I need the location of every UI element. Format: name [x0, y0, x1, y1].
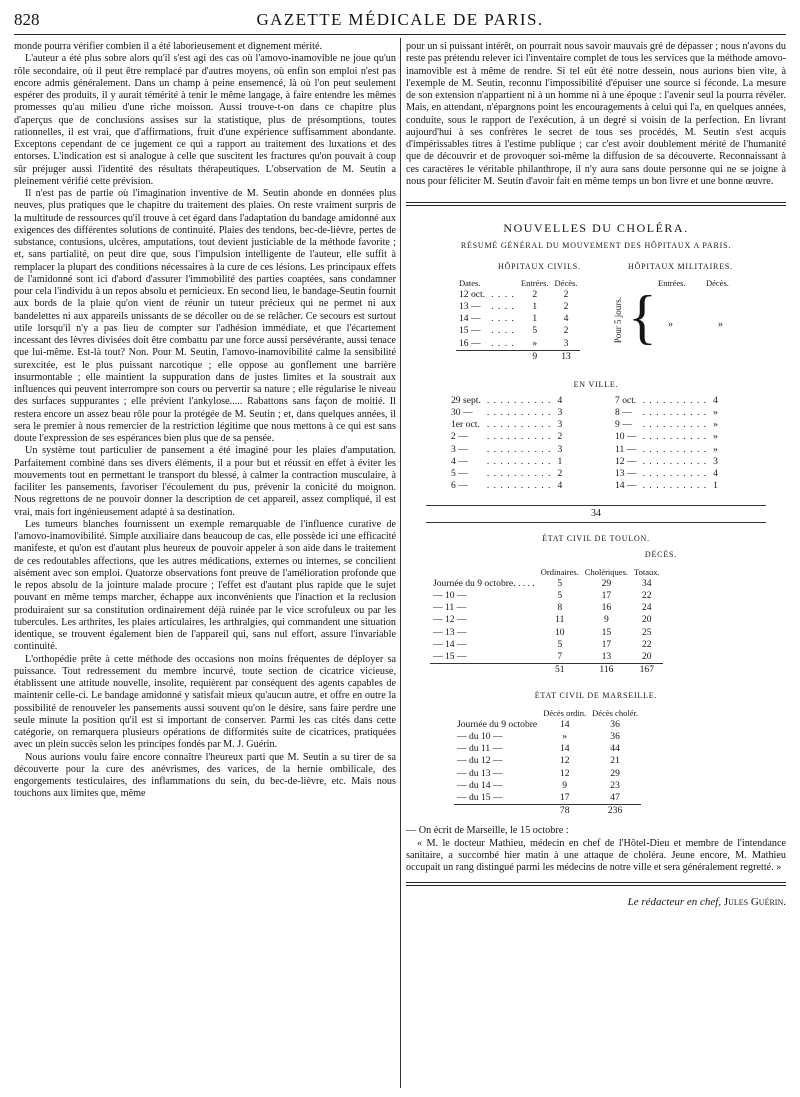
table-cell: 1 — [713, 480, 718, 492]
table-cell: 21 — [610, 755, 620, 767]
table-cell: 3 — [557, 419, 563, 431]
signature — [406, 896, 786, 908]
table-cell: 9 — — [615, 419, 632, 431]
table-row — [454, 792, 641, 805]
table-cell: 15 — — [459, 325, 481, 337]
section-rule — [406, 202, 786, 206]
civil-hospitals-heading: HÔPITAUX CIVILS. — [498, 261, 581, 271]
city-table-right — [612, 395, 721, 493]
paragraph: pour un si puissant intérêt, on pourrait nous savoir mauvais gré de dépasser ; nous n'avons du reste pas prétendu relever ici l'inventaire complet de tous les services que la méthode amovo-inamovible est à même de rendre. Si tel eût été notre dessein, nous aurions bien vite, à l'exemple de M. Seutin, reconnu l'impossibilité d'épuiser une source si féconde. La mesure de son extension n'appartient ni à un homme ni à une époque : l'avenir seul la pourra révéler. Mais, en attendant, n'épargnons point les encouragements à celui qui l'a, en quelques années, conduite, sous le rapport de l'exécution, à un degré si voisin de la perfection. En livrant aujourd'hui à ses confrères le secret de tous ses procédés, M. Seutin s'est acquis d'impérissables titres à l'estime publique ; car c'est avoir doublement mérité de l'humanité que de découvrir et de provoquer soi-même la diffusion de sa découverte. Reconnaissant à ces caractères le véritable philanthrope, il n'y aura sans doute personne qui ne se joigne à nous pour féliciter M. Seutin d'avoir fait en même temps un bon livre et une bonne œuvre. — [406, 41, 786, 187]
table-cell: 13 — — [615, 467, 637, 479]
table-row: 14 — . . . . 1 4 — [456, 313, 580, 325]
col-header: Décès. — [554, 277, 578, 288]
table-row: 2 — . . . . . . . . . . 2 — [448, 431, 565, 443]
table-cell: 1 — [532, 313, 538, 325]
table-cell: 4 — [557, 480, 563, 492]
column-divider — [400, 38, 401, 1088]
paragraph: Il n'est pas de partie où l'imagination inventive de M. Seutin abonde en données plus neuves, plus pratiques que le chapitre du traitement des plaies. On reste vraiment surpris de la multitude de ressources qu'il trouve à cet égard dans l'adaptation du bandage amidonné aux exigences des différentes solutions de continuité. Plaies des tendons, bec-de-lièvre, pertes de substance, contusions, ulcères, amputations, tout devient justiciable de la méthode favorite ; et, sans partialité, on peut dire que, sous l'impulsion intelligente de l'auteur, elle suffit à remplacer la plupart des conditions nécessaires à la cure de ces lésions. Les principaux effets de l'amidonné sont ici d'abord d'assurer l'immobilité des parties coaptées, sans condamner pour cela l'individu à un repos absolu et pernicieux. En second lieu, le bandage-Seutin fournit aux bords de la plaie qu'on vient de réunir un tuteur précieux qui ne permet ni aux bandelettes ni aux appareils unissants de se décoller ou de se relâcher. Ce secours est surtout utile lorsqu'il n'y a pas lieu de compter sur l'adhésion immédiate, et que l'écartement incessant des lèvres divisées doit être combattu par une force aussi persévérante, aussi tenace que lui-même. Est-là tout? Non. Pour M. Seutin, l'amovo-inamovibilité calme la sensibilité surexcitée, est le plus puissant narcotique ; elle oppose au gonflement une barrière insurmontable ; elle maintient la suppuration dans de justes limites et la soustrait aux influences qui peuvent interrompre son cours ou pervertir sa nature ; elle régularise le niveau des surfaces suppurantes ; elle prévient l'ankylose..... Rabattons sans façon de moitié. Il restera encore un assez beau rôle pour la protégée de M. Seutin ; et, dans quelques années, il sera le premier à nous remercier de la restriction légitime que nous mettons à ce qui est sans doute l'expression de ses espérances bien plus que de sa pensée. — [14, 188, 396, 444]
military-deaths-value: » — [718, 318, 723, 330]
table-cell: 8 — [557, 602, 563, 614]
table-cell: — du 15 — — [457, 792, 503, 803]
paris-civil-table — [456, 277, 580, 363]
col-header: Cholériques. — [584, 566, 628, 577]
table-cell: 25 — [642, 626, 652, 638]
left-column — [14, 41, 396, 801]
table-row: 29 sept. . . . . . . . . . . 4 — [448, 395, 565, 407]
table-cell: 12 — — [615, 455, 637, 467]
table-cell: 9 — [562, 779, 568, 791]
table-cell: 5 — [557, 577, 563, 589]
signature-prefix: Le rédacteur en chef, — [627, 896, 722, 909]
table-cell: 4 — [713, 467, 718, 479]
total-entries: 9 — [518, 350, 552, 363]
paris-table — [406, 257, 786, 375]
table-row — [454, 719, 641, 731]
toulon-deaths-label: DÉCÈS. — [644, 550, 678, 560]
rule — [426, 522, 766, 523]
table-cell: 10 — [554, 626, 565, 638]
table-cell: 4 — [713, 394, 718, 406]
table-row — [430, 627, 663, 639]
toulon-total-ordinary: 51 — [538, 664, 582, 677]
table-cell: 22 — [642, 589, 652, 601]
rule — [426, 505, 766, 506]
table-cell: 14 — — [459, 313, 481, 325]
marseille-note: — On écrit de Marseille, le 15 octobre : — [406, 825, 569, 837]
toulon-title: ÉTAT CIVIL DE TOULON. — [542, 534, 650, 543]
table-cell: 2 — — [451, 431, 468, 443]
table-cell: 12 — [559, 755, 570, 767]
table-cell: 23 — [610, 779, 620, 791]
table-cell: 6 — — [451, 480, 468, 492]
table-cell: 29 — [610, 767, 620, 779]
total-deaths: 13 — [552, 350, 581, 363]
section-title: NOUVELLES DU CHOLÉRA. — [503, 221, 689, 235]
toulon-table — [430, 566, 663, 677]
city-heading: EN VILLE. — [573, 379, 619, 389]
table-row: 13 — . . . . 1 2 — [456, 301, 580, 313]
section-rule — [406, 882, 786, 886]
table-cell: 2 — [557, 467, 563, 479]
table-cell: 29 sept. — [451, 394, 481, 406]
table-cell: 30 — — [451, 406, 473, 418]
table-cell: 1 — [532, 300, 538, 312]
table-row: 8 — . . . . . . . . . . » — [612, 407, 721, 419]
table-cell: 17 — [559, 792, 570, 803]
col-header: Entrées. — [520, 277, 549, 288]
table-cell: 14 — — [615, 480, 637, 492]
marseille-title: ÉTAT CIVIL DE MARSEILLE. — [534, 691, 658, 701]
table-row: 1er oct. . . . . . . . . . . 3 — [448, 419, 565, 431]
table-cell: — 14 — — [433, 638, 467, 650]
table-cell: 16 — — [459, 337, 481, 349]
table-cell: » — [713, 431, 718, 443]
five-days-label: Pour 5 jours. — [613, 296, 623, 343]
table-cell: — 12 — — [433, 614, 467, 626]
table-cell: 13 — [601, 650, 612, 662]
signature-name: Jules Guérin. — [723, 896, 786, 909]
page-number: 828 — [14, 10, 40, 29]
marseille-total-cholera: 236 — [589, 805, 641, 818]
paris-table-title: RÉSUMÉ GÉNÉRAL DU MOUVEMENT DES HÔPITAUX A PARIS. — [460, 241, 732, 251]
table-row: 4 — . . . . . . . . . . 1 — [448, 456, 565, 468]
table-row: 14 — . . . . . . . . . . 1 — [612, 480, 721, 492]
col-header: Totaux. — [634, 566, 660, 577]
table-row: 13 — . . . . . . . . . . 4 — [612, 468, 721, 480]
table-cell: — 11 — — [433, 602, 467, 614]
city-table — [406, 395, 786, 503]
table-cell: 13 — — [459, 300, 481, 312]
table-cell: 12 oct. — [459, 288, 486, 300]
table-cell: 2 — [557, 431, 563, 443]
table-row: 30 — . . . . . . . . . . 3 — [448, 407, 565, 419]
table-cell: 3 — [563, 337, 569, 349]
military-hospitals-heading: HÔPITAUX MILITAIRES. — [628, 261, 733, 271]
table-row — [430, 578, 663, 590]
table-row: 5 — . . . . . . . . . . 2 — [448, 468, 565, 480]
table-cell: 36 — [610, 718, 620, 730]
table-cell: 17 — [601, 589, 612, 601]
table-row — [430, 639, 663, 651]
table-cell: 24 — [642, 602, 652, 614]
toulon-total-cholera: 116 — [582, 664, 631, 677]
city-table-left — [448, 395, 565, 493]
table-cell: — du 10 — — [457, 730, 503, 742]
table-cell: — du 11 — — [457, 743, 503, 755]
table-cell: 11 — — [615, 443, 637, 455]
table-cell: — 13 — — [433, 626, 467, 638]
table-cell: 12 — [559, 767, 570, 779]
paragraph: Les tumeurs blanches fournissent un exemple remarquable de l'influence curative de l'amovo-inamovibilité. Simple auxiliaire dans beaucoup de cas, elle possède ici une efficacité manifeste, et qu'on est d'autant plus heureux de pouvoir appeler à son aide dans le traitement de ces redoutables affections, que les autres médications, externes ou internes, se concilient aisément avec son emploi. Quatorze observations font preuve de l'amélioration profonde que le repos absolu de la jointure malade procure ; l'effet est d'autant plus rapide que le sujet pouvant en même temps marcher, échappe aux inconvénients que l'inaction et la reclusion produiraient sur sa constitution ordinairement déjà ruinée par le vice scrofuleux ou par les tubercules. Les arthrites, les plaies articulaires, les arthralgies, qui commandent une situation identique, se trouvent également bien de l'appareil qui, sans nul effort, assure l'invariable continuité. — [14, 518, 396, 653]
right-column — [406, 41, 786, 909]
table-cell: 22 — [642, 638, 652, 650]
table-row — [430, 614, 663, 626]
table-cell: 2 — [563, 288, 569, 300]
table-row: 3 — . . . . . . . . . . 3 — [448, 444, 565, 456]
city-total: 34 — [591, 507, 601, 519]
table-cell: 9 — [604, 614, 609, 626]
table-row: 10 — . . . . . . . . . . » — [612, 431, 721, 443]
table-cell: 1er oct. — [451, 419, 480, 431]
table-cell: 29 — [601, 577, 612, 589]
table-row: 7 oct. . . . . . . . . . . 4 — [612, 395, 721, 407]
table-row: 16 — . . . . » 3 — [456, 338, 580, 351]
col-header: Décès cholér. — [592, 707, 638, 718]
table-row: 6 — . . . . . . . . . . 4 — [448, 480, 565, 492]
table-cell: 16 — [601, 602, 612, 614]
table-cell: 3 — [557, 406, 563, 418]
military-entries-header: Entrées. — [658, 277, 686, 288]
journal-title: GAZETTE MÉDICALE DE PARIS. — [256, 10, 544, 29]
table-cell: 3 — — [451, 443, 468, 455]
table-cell: » — [532, 337, 538, 349]
table-cell: 4 — [563, 313, 569, 325]
table-cell: 11 — [555, 614, 565, 626]
table-cell: — du 12 — — [457, 755, 503, 767]
table-cell: 14 — [559, 743, 570, 755]
obituary-quote: « M. le docteur Mathieu, médecin en chef de l'Hôtel-Dieu et membre de l'intendance sanitaire, a succombé hier matin à une attaque de choléra. Jeune encore, M. Mathieu occupait un rang distingué parmi les médecins de notre ville et sera généralement regretté. » — [406, 837, 786, 874]
table-cell: 10 — — [615, 431, 637, 443]
paragraph: L'auteur a été plus sobre alors qu'il s'est agi des cas où l'amovo-inamovible ne joue qu'un rôle secondaire, où il peut être remplacé par d'autres moyens, où enfin son emploi n'est pas encore admis généralement. Dans un champ à peine ensemencé, là où l'on peut seulement espérer des produits, il y aurait témérité à tenir le même langage, à faire entendre les mêmes promesses qu'au milieu d'une riche moisson. Aussi trouve-t-on dans ce chapitre plus d'aperçus que de conclusions assises sur la statistique, plus de présomptions, toutes rationnelles, il est vrai, que d'affirmations, fruit d'une expérience suffisamment abondante. Exceptons cependant de ce jugement ce qui a rapport au traitement des luxations et des entorses. L'indication est si analogue à celle que suscitent les fractures qu'on pouvait à coup sûr préjuger aussi l'identité des résultats thérapeutiques. L'observation de M. Seutin a pleinement vérifié cette prévision. — [14, 53, 396, 187]
table-row — [430, 651, 663, 664]
table-cell: — 10 — — [433, 589, 467, 601]
table-cell: Journée du 9 octobre. . . . . — [433, 577, 535, 589]
table-cell: 5 — — [451, 467, 468, 479]
table-cell: » — [713, 406, 718, 418]
table-row — [454, 743, 641, 755]
table-cell: 4 — [557, 394, 563, 406]
table-cell: 14 — [559, 718, 570, 730]
paragraph: Un système tout particulier de pansement a été imaginé pour les plaies d'amputation. Parfaitement combiné dans ses divers éléments, il a pour but et réussit en effet à éviter les mouvements tout en permettant le transport du blessé, à calmer la contraction musculaire, à faciliter les pansements, favoriser l'écoulement du pus, prévenir la conicité du moignon. Nous regrettons de ne pouvoir donner la description de cet appareil, assez compliqué, il est vrai, mais fort ingénieusement adapté à sa destination. — [14, 445, 396, 518]
marseille-total-ordinary: 78 — [540, 805, 589, 818]
table-cell: 34 — [642, 577, 652, 589]
table-row — [454, 755, 641, 767]
table-cell: 15 — [601, 626, 612, 638]
military-deaths-header: Décès. — [706, 277, 729, 288]
page-header — [14, 8, 786, 35]
table-row: 15 — . . . . 5 2 — [456, 325, 580, 337]
table-cell: 4 — — [451, 455, 468, 467]
toulon-total-all: 167 — [631, 664, 663, 677]
table-cell: — du 13 — — [457, 767, 503, 779]
table-cell: 36 — [610, 730, 620, 742]
table-cell: » — [713, 419, 718, 431]
paragraph: Nous aurions voulu faire encore connaître l'heureux parti que M. Seutin a su tirer de sa découverte pour la cure des anévrismes, des varices, de la hernie ombilicale, des engorgements testiculaires, des inflammations du sein, du bec-de-lièvre, etc. Mais nous touchons aux limites que, même — [14, 751, 396, 800]
table-cell: Journée du 9 octobre — [457, 718, 538, 730]
table-cell: 7 — [557, 650, 563, 662]
brace: { — [628, 283, 657, 350]
table-cell: 20 — [642, 614, 652, 626]
paragraph: L'orthopédie prête à cette méthode des occasions non moins fréquentes de déployer sa puissance. Tout redressement du membre incurvé, toute section de cicatrice vicieuse, établissent une attitude nouvelle, insolite, requièrent par conséquent des agents capables de maintenir celle-ci. Le bandage amidonné y satisfait mieux qu'aucun autre, et offre en outre la possibilité de renouveler les pansements aussi souvent qu'on le désire, sans faire perdre une seule minute la position qu'il est si important de conserver. Parmi les cas cités dans cette catégorie, on remarquera plusieurs opérations de difformités suite de cicatrices, pratiquées avec un plein succès selon les principes fondés par M. J. Guérin. — [14, 653, 396, 751]
table-cell: 3 — [557, 443, 563, 455]
table-cell: 2 — [563, 300, 569, 312]
marseille-table — [454, 707, 641, 818]
col-header: Ordinaires. — [540, 566, 579, 577]
table-cell: 47 — [610, 792, 620, 803]
paragraph: monde pourra vérifier combien il a été laborieusement et dignement mérité. — [14, 41, 323, 52]
table-cell: 44 — [610, 743, 620, 755]
table-row — [454, 768, 641, 780]
table-cell: 17 — [601, 638, 612, 650]
newspaper-page — [14, 8, 786, 1090]
table-row — [454, 780, 641, 792]
table-cell: 2 — [563, 325, 569, 337]
col-header: Décès ordin. — [543, 707, 587, 718]
table-cell: 8 — — [615, 406, 632, 418]
table-row — [430, 590, 663, 602]
military-entries-value: » — [668, 318, 673, 330]
table-cell: 7 oct. — [615, 394, 637, 406]
table-cell: 5 — [557, 589, 563, 601]
table-cell: — du 14 — — [457, 779, 503, 791]
table-cell: 3 — [713, 455, 718, 467]
table-cell: » — [713, 443, 718, 455]
table-row: 11 — . . . . . . . . . . » — [612, 444, 721, 456]
table-cell: 2 — [532, 288, 538, 300]
table-cell: 5 — [532, 325, 538, 337]
table-cell: 5 — [557, 638, 563, 650]
col-header: Dates. — [459, 277, 481, 288]
table-row: 9 — . . . . . . . . . . » — [612, 419, 721, 431]
table-row: 12 oct. . . . . 2 2 — [456, 289, 580, 301]
table-cell: » — [562, 730, 568, 742]
table-row — [454, 731, 641, 743]
table-cell: 20 — [642, 650, 652, 662]
table-cell: 1 — [557, 455, 563, 467]
table-cell: — 15 — — [433, 650, 467, 662]
table-row: 12 — . . . . . . . . . . 3 — [612, 456, 721, 468]
table-row — [430, 602, 663, 614]
